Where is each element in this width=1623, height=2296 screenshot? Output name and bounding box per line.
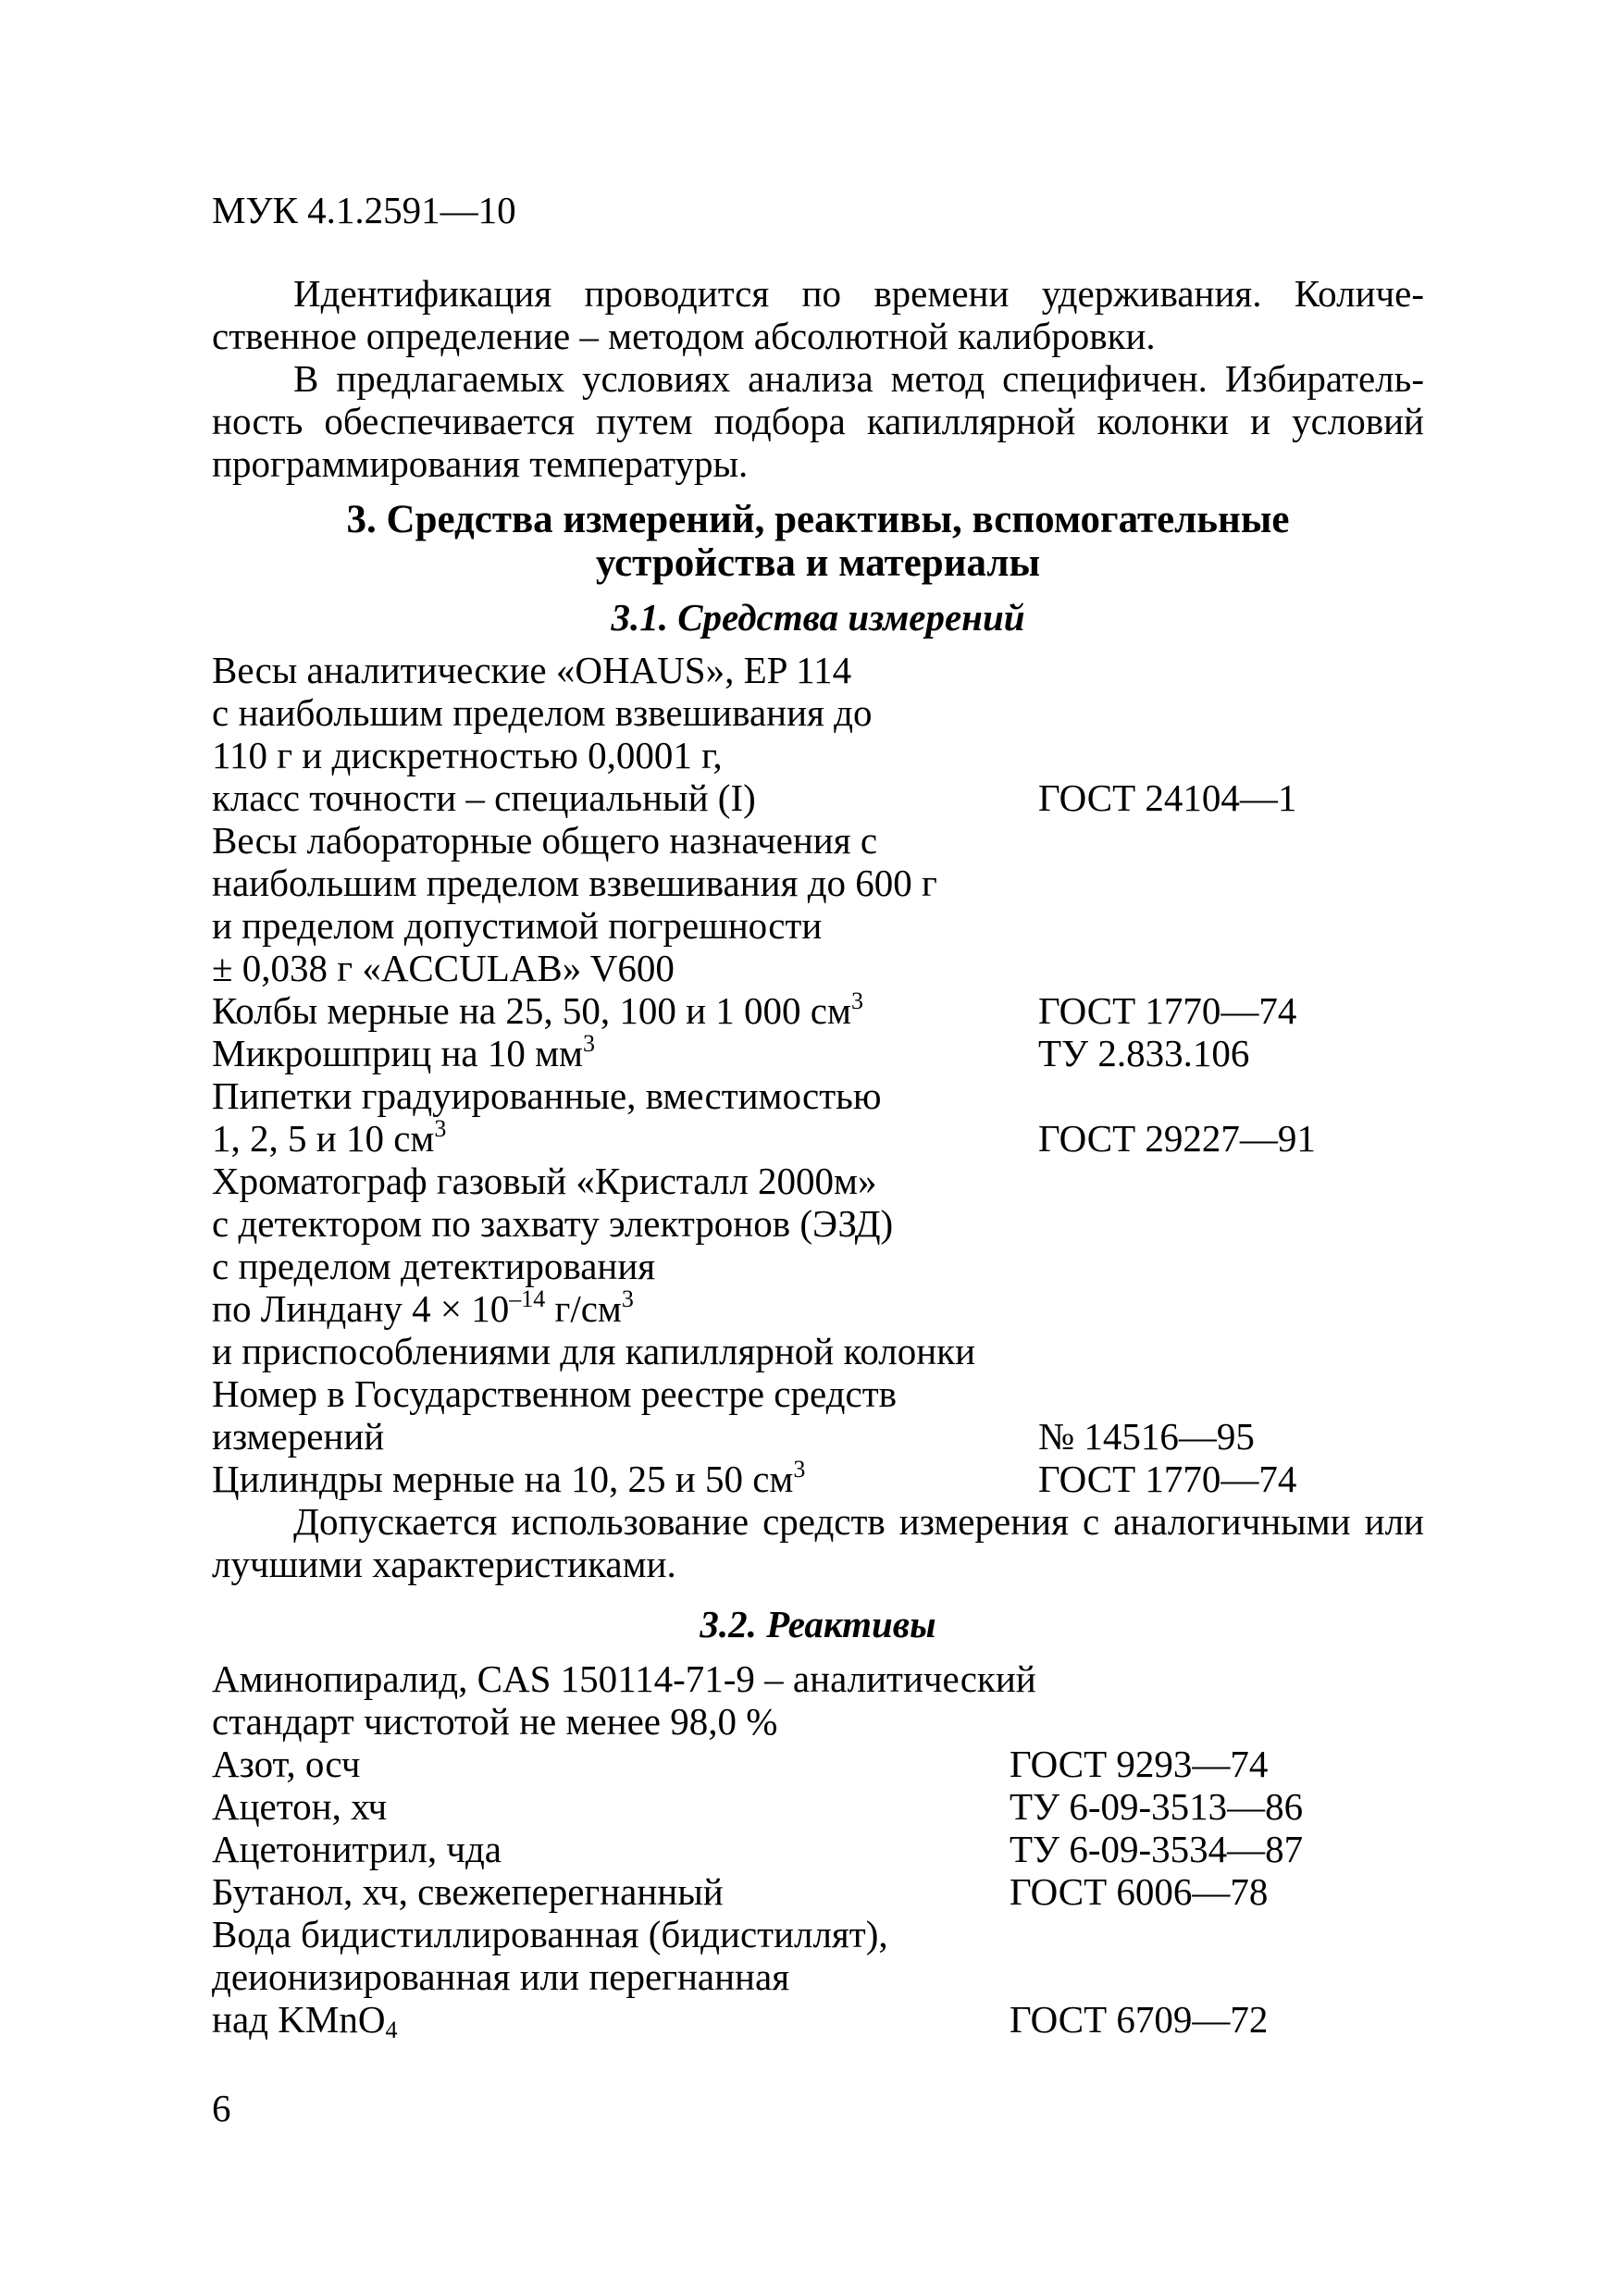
list-item [212,777,1424,819]
list-item [212,1458,1424,1500]
list-item [212,1416,1424,1458]
list-item: деионизированная или перегнанная [212,1955,790,1998]
paragraph-line: программирования температуры. [212,442,749,485]
section-heading: устройства и материалы [595,541,1041,585]
paragraph-line: ность обеспечивается путем подбора капиллярной колонки и условий [212,400,1424,442]
item-standard: ГОСТ 1770—74 [1038,989,1297,1032]
list-item: с пределом детектирования [212,1245,656,1287]
list-item [212,1829,1424,1870]
paragraph-line: Идентификация проводится по времени удерживания. Количе- [293,272,1424,315]
item-standard: ТУ 6-09-3513—86 [1010,1785,1304,1828]
list-item: Номер в Государственном реестре средств [212,1372,897,1415]
list-item: и пределом допустимой погрешности [212,904,823,947]
item-name: Ацетон, хч [212,1785,388,1828]
list-item: Пипетки градуированные, вместимостью [212,1074,882,1117]
list-item: Вода бидистиллированная (бидистиллят), [212,1913,888,1955]
list-item: 110 г и дискретностью 0,0001 г, [212,734,723,776]
list-item: наибольшим пределом взвешивания до 600 г [212,862,937,904]
paragraph-line: ственное определение – методом абсолютной калибровки. [212,315,1156,357]
section-heading: 3. Средства измерений, реактивы, вспомогательные [346,498,1290,541]
item-standard: № 14516—95 [1038,1415,1255,1458]
running-header: МУК 4.1.2591—10 [212,189,516,231]
item-standard: ТУ 6-09-3534—87 [1010,1828,1304,1870]
item-name: Колбы мерные на 25, 50, 100 и 1 000 $см^3$ [212,987,863,1032]
list-item: Весы лабораторные общего назначения с [212,819,878,862]
paragraph-line: лучшими характеристиками. [212,1543,676,1585]
item-standard: ГОСТ 29227—91 [1038,1117,1316,1160]
item-name: Ацетонитрил, чда [212,1828,502,1870]
item-standard: ГОСТ 9293—74 [1010,1743,1269,1785]
list-item [212,987,1424,1032]
list-item: с наибольшим пределом взвешивания до [212,691,873,734]
list-item [212,1871,1424,1913]
list-item: по Линдану $4 \times 10^{-14}$ $г/см^3$ [212,1285,634,1330]
item-standard: ГОСТ 6709—72 [1010,1998,1269,2041]
list-item: Весы аналитические «OHAUS», EP 114 [212,649,852,691]
item-name: Бутанол, хч, свежеперегнанный [212,1870,724,1913]
list-item [212,1786,1424,1828]
paragraph-line: Допускается использование средств измерения с аналогичными или [293,1500,1424,1543]
list-item: ± 0,038 г «ACCULAB» V600 [212,947,675,989]
item-name: Азот, осч [212,1743,361,1785]
list-item: Аминопиралид, CAS 150114-71-9 – аналитический [212,1657,1036,1700]
item-name: Микрошприц на 10 $мм^3$ [212,1030,595,1074]
item-name: над KMnO$_4$ [212,1998,398,2043]
list-item [212,1999,1424,2041]
paragraph-line: В предлагаемых условиях анализа метод специфичен. Избиратель- [293,357,1424,400]
subsection-heading: 3.1. Средства измерений [611,596,1025,639]
item-standard: ГОСТ 24104—1 [1038,776,1297,819]
list-item: Хроматограф газовый «Кристалл 2000м» [212,1160,877,1202]
list-item: стандарт чистотой не менее 98,0 % [212,1700,778,1743]
list-item: с детектором по захвату электронов (ЭЗД) [212,1202,894,1245]
item-standard: ТУ 2.833.106 [1038,1032,1250,1074]
item-name: 1, 2, 5 и 10 $см^3$ [212,1115,447,1160]
item-name: Цилиндры мерные на 10, 25 и 50 $см^3$ [212,1456,806,1500]
list-item [212,1744,1424,1785]
list-item [212,1115,1424,1160]
subsection-heading: 3.2. Реактивы [700,1603,936,1645]
list-item: и приспособлениями для капиллярной колонки [212,1330,976,1372]
item-standard: ГОСТ 1770—74 [1038,1458,1297,1500]
item-name: класс точности – специальный (I) [212,776,756,819]
item-name: измерений [212,1415,385,1458]
item-standard: ГОСТ 6006—78 [1010,1870,1269,1913]
page-number: 6 [212,2087,231,2129]
list-item [212,1030,1424,1074]
